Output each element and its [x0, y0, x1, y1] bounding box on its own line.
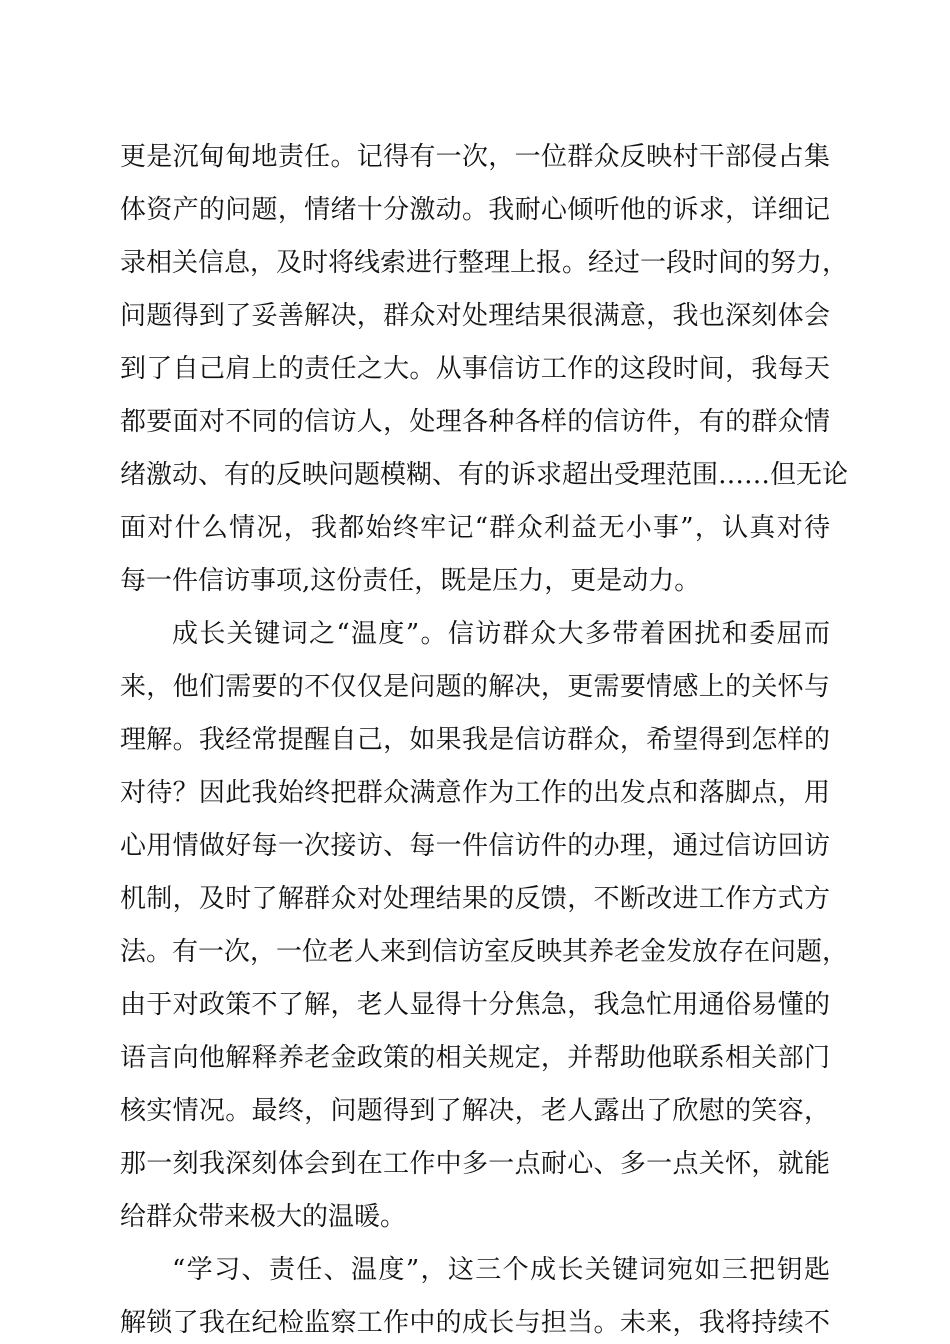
text-line: 那一刻我深刻体会到在工作中多一点耐心、多一点关怀，就能 — [120, 1149, 830, 1179]
text-line: 录相关信息，及时将线索进行整理上报。经过一段时间的努力， — [120, 248, 849, 278]
text-line: 来，他们需要的不仅仅是问题的解决，更需要情感上的关怀与 — [120, 672, 830, 702]
text-line: 由于对政策不了解，老人显得十分焦急，我急忙用通俗易懂的 — [120, 990, 830, 1020]
text-line: 到了自己肩上的责任之大。从事信访工作的这段时间，我每天 — [120, 354, 830, 384]
text-line: 理解。我经常提醒自己，如果我是信访群众，希望得到怎样的 — [120, 725, 830, 755]
text-line: 绪激动、有的反映问题模糊、有的诉求超出受理范围……但无论 — [120, 460, 849, 490]
text-line: 给群众带来极大的温暖。 — [120, 1202, 407, 1232]
text-line: 问题得到了妥善解决，群众对处理结果很满意，我也深刻体会 — [120, 301, 830, 331]
text-line: 核实情况。最终，问题得到了解决，老人露出了欣慰的笑容， — [120, 1096, 830, 1126]
text-line: 对待？因此我始终把群众满意作为工作的出发点和落脚点，用 — [120, 778, 830, 808]
text-line: 都要面对不同的信访人，处理各种各样的信访件，有的群众情 — [120, 407, 830, 437]
paragraph-first-line: 成长关键词之“温度”。信访群众大多带着困扰和委屈而 — [172, 619, 830, 649]
text-line: 面对什么情况，我都始终牢记“群众利益无小事”，认真对待 — [120, 513, 830, 543]
text-line: 解锁了我在纪检监察工作中的成长与担当。未来，我将持续不 — [120, 1308, 830, 1338]
text-line: 机制，及时了解群众对处理结果的反馈，不断改进工作方式方 — [120, 884, 830, 914]
paragraph-first-line: “学习、责任、温度”，这三个成长关键词宛如三把钥匙 — [172, 1255, 830, 1285]
text-line: 法。有一次，一位老人来到信访室反映其养老金发放存在问题， — [120, 937, 849, 967]
text-line: 每一件信访事项,这份责任，既是压力，更是动力。 — [120, 566, 701, 596]
text-line: 心用情做好每一次接访、每一件信访件的办理，通过信访回访 — [120, 831, 830, 861]
text-line: 更是沉甸甸地责任。记得有一次，一位群众反映村干部侵占集 — [120, 142, 830, 172]
text-line: 体资产的问题，情绪十分激动。我耐心倾听他的诉求，详细记 — [120, 195, 830, 225]
text-line: 语言向他解释养老金政策的相关规定，并帮助他联系相关部门 — [120, 1043, 830, 1073]
